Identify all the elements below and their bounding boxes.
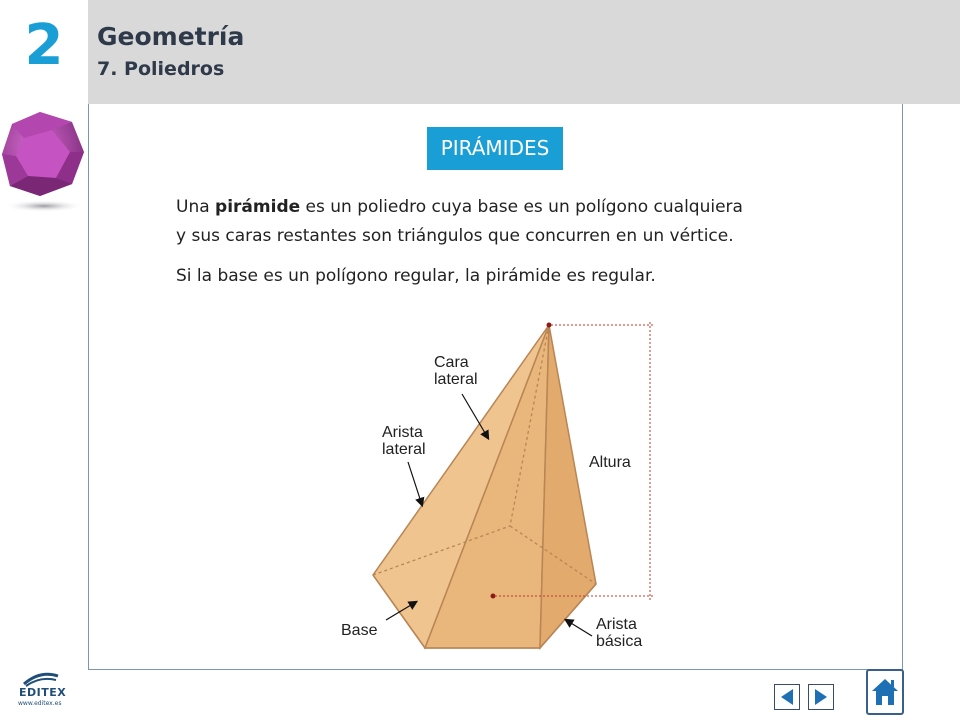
regular-note: Si la base es un polígono regular, la pirámide es regular.: [176, 266, 656, 286]
chapter-box: [0, 0, 88, 104]
header-bar: [88, 0, 960, 104]
definition-line-1: [176, 193, 743, 222]
apex-point: [547, 323, 552, 328]
label-cara-lateral: [434, 354, 478, 388]
definition-prefix: Una: [176, 197, 216, 217]
dodecahedron-icon: [0, 108, 88, 218]
prev-button[interactable]: [774, 684, 800, 710]
label-arista-lateral: [382, 424, 426, 458]
label-base: Base: [341, 622, 378, 639]
label-arista-basica: [596, 616, 642, 650]
definition-line1-rest: es un poliedro cuya base es un polígono cualquiera: [300, 197, 743, 217]
definition-term: pirámide: [215, 197, 301, 217]
home-icon: [868, 671, 902, 713]
logo-url: www.editex.es: [18, 700, 62, 707]
triangle-right-icon: [809, 685, 833, 709]
chapter-number: 2: [24, 13, 64, 78]
base-center-point: [491, 594, 496, 599]
pyramid-face-right: [540, 325, 596, 648]
label-arista-lat-line1: Arista: [382, 424, 423, 441]
label-arista-bas-line2: básica: [596, 633, 643, 650]
label-arista-lat-line2: lateral: [382, 441, 426, 458]
section-badge: PIRÁMIDES: [427, 127, 563, 170]
definition-line-2: y sus caras restantes son triángulos que concurren en un vértice.: [176, 226, 734, 246]
home-button[interactable]: [866, 669, 904, 715]
logo-text: EDITEX: [19, 686, 67, 699]
pyramid-figure: [330, 310, 670, 660]
label-cara-line1: Cara: [434, 354, 469, 371]
label-altura: Altura: [589, 454, 631, 471]
label-arista-bas-line1: Arista: [596, 616, 637, 633]
triangle-left-icon: [775, 685, 799, 709]
next-button[interactable]: [808, 684, 834, 710]
page-subtitle: 7. Poliedros: [97, 58, 225, 80]
label-cara-line2: lateral: [434, 371, 478, 388]
page-title: Geometría: [97, 22, 245, 51]
